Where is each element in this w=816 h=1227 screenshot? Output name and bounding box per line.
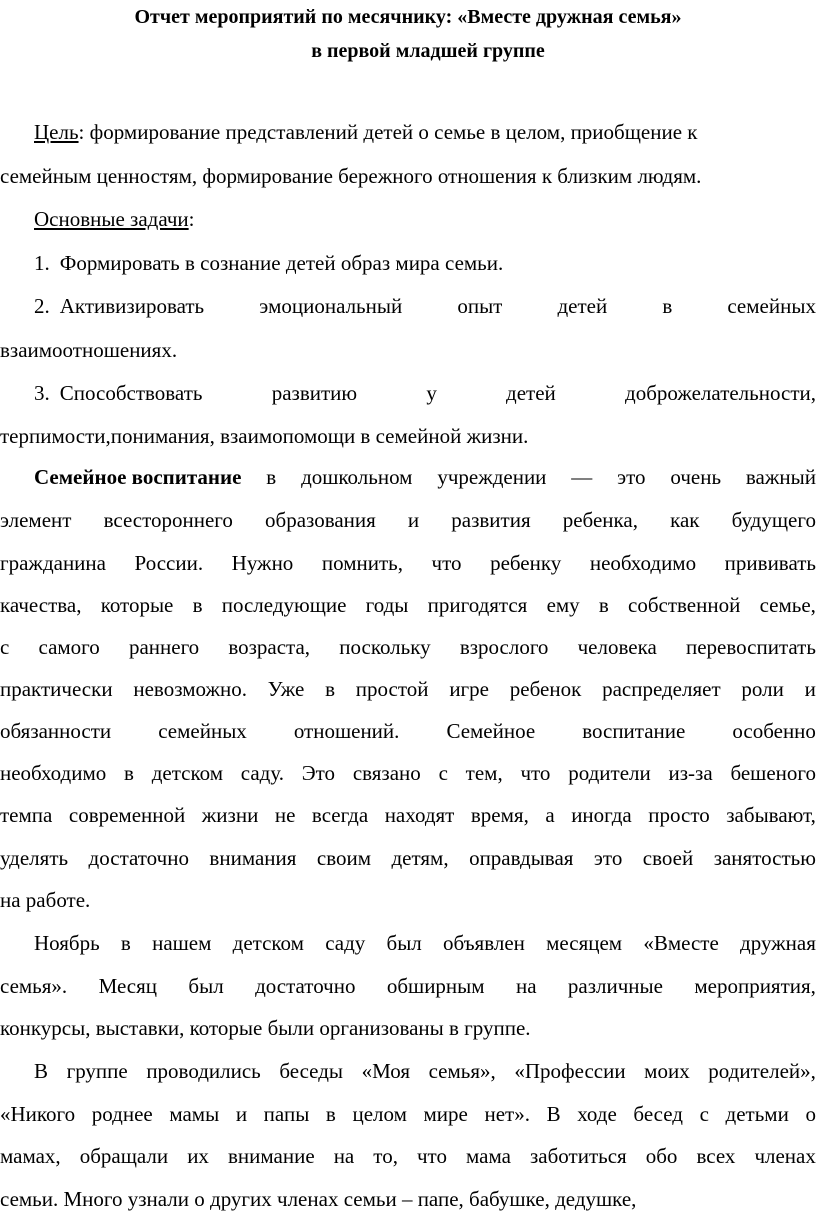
word: жизни	[201, 803, 259, 827]
word: Уже	[267, 677, 305, 701]
word: семья»,	[428, 1059, 496, 1083]
word: невозможно.	[133, 677, 247, 701]
word: что	[520, 761, 551, 785]
word: у	[426, 381, 437, 405]
word: родители	[568, 761, 651, 785]
list-number: 2.	[34, 294, 50, 318]
word: роли	[741, 677, 784, 701]
word: беседы	[279, 1059, 344, 1083]
word: России.	[134, 551, 204, 575]
word: целом	[352, 1102, 407, 1126]
list-number: 3.	[34, 381, 50, 405]
word: в	[325, 1102, 336, 1126]
word: элемент	[0, 508, 72, 532]
word: воспитание	[582, 719, 686, 743]
word: «Профессии	[514, 1059, 626, 1083]
word: всегда	[311, 803, 369, 827]
word: всех	[696, 1144, 736, 1168]
word: опыт	[457, 294, 503, 318]
word: что	[417, 1144, 447, 1168]
word: в	[124, 761, 134, 785]
word: —	[571, 465, 593, 489]
word: тем,	[465, 761, 503, 785]
para3-line-4: семьи. Много узнали о других членах семьи – папе, бабушке, дедушке,	[0, 1187, 637, 1211]
word: в	[120, 931, 131, 955]
word: будущего	[731, 508, 816, 532]
word: которые	[100, 593, 174, 617]
word: детском	[151, 761, 224, 785]
word: достаточно	[88, 846, 189, 870]
word: В	[546, 1102, 561, 1126]
list-lead	[34, 293, 204, 319]
word: в	[662, 294, 673, 318]
word: ребенка,	[562, 508, 638, 532]
para2-line-1	[0, 930, 816, 956]
word: возраста,	[228, 635, 311, 659]
word: особенно	[732, 719, 816, 743]
word: различные	[567, 974, 663, 998]
word: игре	[449, 677, 489, 701]
word: последующие	[221, 593, 347, 617]
tasks-heading: Основные задачи:	[34, 207, 195, 231]
word: обширным	[386, 974, 485, 998]
word: занятостью	[713, 846, 816, 870]
word: саду.	[240, 761, 285, 785]
para1-line-3	[0, 550, 816, 576]
word: папы	[263, 1102, 310, 1126]
word: взрослого	[459, 635, 549, 659]
word: детей	[557, 294, 608, 318]
word: развитию	[271, 381, 358, 405]
para1-line-7	[0, 718, 816, 744]
word: мамах,	[0, 1144, 61, 1168]
word: саду	[325, 931, 366, 955]
word: образования	[265, 508, 376, 532]
para2-line-2	[0, 973, 816, 999]
word: своей	[642, 846, 694, 870]
goal-label: Цель	[34, 120, 79, 144]
word: «Моя	[361, 1059, 411, 1083]
word: отношений.	[293, 719, 400, 743]
goal-line-2: семейным ценностям, формирование бережного отношения к близким людям.	[0, 164, 702, 188]
word: забывают,	[726, 803, 816, 827]
word: раннего	[128, 635, 200, 659]
word: бесед	[633, 1102, 683, 1126]
word: пригодятся	[427, 593, 528, 617]
word: ходе	[577, 1102, 617, 1126]
para3-line-3	[0, 1143, 816, 1169]
word: качества,	[0, 593, 82, 617]
para1-line-11: на работе.	[0, 888, 91, 912]
word: человека	[577, 635, 657, 659]
word: детском	[232, 931, 304, 955]
para1-line-4	[0, 592, 816, 618]
task-item-2-cont: взаимоотношениях.	[0, 338, 178, 362]
word: годы	[365, 593, 409, 617]
word: учреждении	[437, 465, 547, 489]
word: практически	[0, 677, 113, 701]
word: и	[407, 508, 420, 532]
task-item-3-cont: терпимости,понимания, взаимопомощи в семейной жизни.	[0, 424, 529, 448]
word: внимание	[227, 1144, 315, 1168]
goal-text: : формирование представлений детей о семье в целом, приобщение к	[78, 120, 698, 144]
para3-line-2	[0, 1101, 816, 1127]
word: моих	[644, 1059, 690, 1083]
word: с	[0, 635, 10, 659]
word: своим	[316, 846, 372, 870]
word: перевоспитать	[685, 635, 816, 659]
word: это	[593, 846, 623, 870]
word: простой	[355, 677, 429, 701]
word: был	[188, 974, 224, 998]
word: Это	[301, 761, 336, 785]
word: проводились	[146, 1059, 261, 1083]
word: объявлен	[443, 931, 525, 955]
word: самого	[38, 635, 100, 659]
word: о	[805, 1102, 816, 1126]
word: на	[515, 974, 537, 998]
word: оправдывая	[469, 846, 574, 870]
word: детям,	[391, 846, 449, 870]
word: собственной	[628, 593, 741, 617]
para3-line-1	[0, 1058, 816, 1084]
word: поскольку	[339, 635, 431, 659]
word: доброжелательности,	[625, 381, 816, 405]
para1-line-6	[0, 676, 816, 702]
word: мероприятия,	[694, 974, 816, 998]
word: и	[804, 677, 816, 701]
word: семейных	[158, 719, 247, 743]
word: в	[598, 593, 609, 617]
word: гражданина	[0, 551, 106, 575]
word: Ноябрь	[34, 931, 100, 955]
word: роднее	[91, 1102, 153, 1126]
para2-line-3: конкурсы, выставки, которые были организованы в группе.	[0, 1016, 531, 1040]
task-item-1: 1. Формировать в сознание детей образ мира семьи.	[34, 251, 504, 275]
word: дружная	[740, 931, 816, 955]
word: темпа	[0, 803, 53, 827]
word: современной	[68, 803, 186, 827]
word: нет».	[484, 1102, 530, 1126]
para1-line-2	[0, 507, 816, 533]
word: что	[431, 551, 462, 575]
word: ребенок	[509, 677, 582, 701]
word: обращали	[79, 1144, 169, 1168]
word: из-за	[668, 761, 713, 785]
word: мама	[466, 1144, 511, 1168]
word: семья».	[0, 974, 68, 998]
word: то,	[373, 1144, 398, 1168]
word: бешеного	[730, 761, 816, 785]
word: «Вместе	[643, 931, 719, 955]
word: нашем	[152, 931, 212, 955]
word: а	[545, 803, 555, 827]
word: время,	[470, 803, 529, 827]
word: членах	[754, 1144, 816, 1168]
word: эмоциональный	[259, 294, 403, 318]
para1-line-1	[0, 464, 816, 490]
word: это	[617, 465, 646, 489]
bold-term: Семейное воспитание	[34, 465, 242, 489]
document-title-line-2: в первой младшей группе	[311, 40, 545, 62]
word: необходимо	[589, 551, 697, 575]
word: заботиться	[530, 1144, 627, 1168]
word: прививать	[724, 551, 816, 575]
word: ему	[546, 593, 580, 617]
word: Активизировать	[59, 294, 205, 318]
word: детей	[506, 381, 556, 405]
goal-line-1	[0, 119, 816, 145]
word: и	[235, 1102, 248, 1126]
word: мамы	[169, 1102, 220, 1126]
word: иногда	[571, 803, 632, 827]
word: Месяц	[98, 974, 158, 998]
word: просто	[648, 803, 710, 827]
para1-line-5	[0, 634, 816, 660]
word: семье,	[759, 593, 816, 617]
word: группе	[66, 1059, 128, 1083]
word: помнить,	[321, 551, 403, 575]
word: всестороннего	[103, 508, 233, 532]
word: Семейное	[446, 719, 536, 743]
word: «Никого	[0, 1102, 76, 1126]
word: не	[274, 803, 296, 827]
task-item-2	[0, 293, 816, 319]
word: важный	[745, 465, 816, 489]
word: необходимо	[0, 761, 107, 785]
document-title-line-1: Отчет мероприятий по месячнику: «Вместе дружная семья»	[134, 6, 682, 28]
tasks-label: Основные задачи	[34, 207, 189, 231]
word: в	[325, 677, 336, 701]
word: внимания	[209, 846, 297, 870]
word: ребенку	[490, 551, 562, 575]
task-item-3	[0, 380, 816, 406]
list-lead	[34, 380, 202, 406]
word: достаточно	[255, 974, 356, 998]
word: обо	[645, 1144, 678, 1168]
word: с	[699, 1102, 709, 1126]
para1-line-10	[0, 845, 816, 871]
word: уделять	[0, 846, 69, 870]
word: с	[438, 761, 448, 785]
word: мире	[423, 1102, 468, 1126]
word: родителей»,	[708, 1059, 816, 1083]
word: как	[670, 508, 700, 532]
word: был	[386, 931, 422, 955]
word: в	[192, 593, 203, 617]
word: месяцем	[546, 931, 623, 955]
word: Нужно	[231, 551, 294, 575]
word: на	[333, 1144, 355, 1168]
word: распределяет	[602, 677, 721, 701]
word: обязанности	[0, 719, 112, 743]
word: в	[266, 465, 277, 489]
word: семейных	[727, 294, 816, 318]
word: очень	[670, 465, 722, 489]
word: их	[187, 1144, 209, 1168]
word: В	[34, 1059, 49, 1083]
word: связано	[352, 761, 421, 785]
word: дошкольном	[301, 465, 413, 489]
word: детьми	[725, 1102, 789, 1126]
word: Способствовать	[59, 381, 203, 405]
para1-line-9	[0, 802, 816, 828]
para1-line-8	[0, 760, 816, 786]
word: находят	[384, 803, 455, 827]
word: развития	[451, 508, 531, 532]
